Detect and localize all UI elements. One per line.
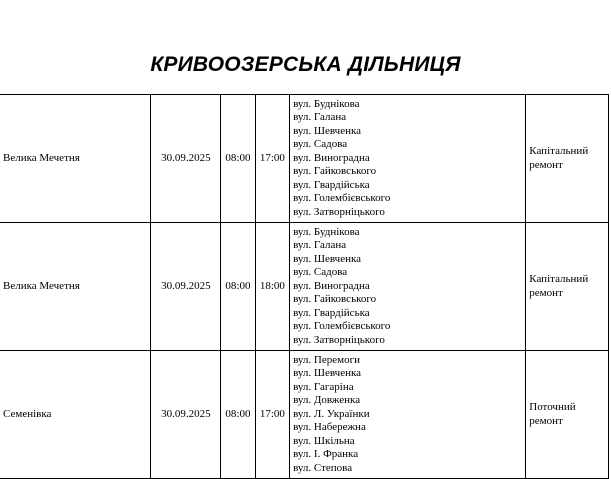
work-type-cell: Капітальний ремонт (526, 95, 609, 223)
work-type-cell: Поточний ремонт (526, 351, 609, 479)
street-item: вул. Затворніцького (293, 333, 385, 346)
street-item: вул. Перемоги (293, 353, 360, 366)
end-time-cell: 17:00 (255, 351, 289, 479)
street-item: вул. Шкільна (293, 434, 355, 447)
start-time-cell: 08:00 (221, 95, 255, 223)
date-cell: 30.09.2025 (151, 95, 221, 223)
date-cell: 30.09.2025 (151, 351, 221, 479)
street-item: вул. Буднікова (293, 97, 360, 110)
street-item: вул. Садова (293, 266, 348, 279)
start-time-cell: 08:00 (221, 351, 255, 479)
street-item: вул. Л. Українки (293, 407, 370, 420)
page-title: КРИВООЗЕРСЬКА ДІЛЬНИЦЯ (150, 53, 461, 76)
streets-cell (290, 95, 526, 223)
street-item: вул. Гвардійська (293, 306, 370, 319)
street-item: вул. Степова (293, 461, 353, 474)
street-item: вул. Гвардійська (293, 178, 370, 191)
village-cell: Велика Мечетня (0, 223, 151, 351)
streets-cell (290, 223, 526, 351)
table-row (0, 223, 609, 351)
street-item: вул. І. Франка (293, 448, 359, 461)
street-item: вул. Шевченка (293, 124, 362, 137)
street-item: вул. Гагаріна (293, 380, 354, 393)
street-item: вул. Галана (293, 111, 347, 124)
street-item: вул. Гайковського (293, 293, 377, 306)
street-item: вул. Виноградна (293, 151, 370, 164)
date-cell: 30.09.2025 (151, 223, 221, 351)
village-cell: Велика Мечетня (0, 95, 151, 223)
table-row (0, 95, 609, 223)
street-item: вул. Голембієвського (293, 320, 391, 333)
start-time-cell: 08:00 (221, 223, 255, 351)
village-cell: Семенівка (0, 351, 151, 479)
end-time-cell: 18:00 (255, 223, 289, 351)
street-item: вул. Гайковського (293, 165, 377, 178)
street-list (293, 354, 525, 476)
street-item: вул. Шевченка (293, 367, 362, 380)
street-item: вул. Затворніцького (293, 205, 385, 218)
street-item: вул. Садова (293, 138, 348, 151)
outage-schedule-table (0, 94, 609, 479)
table-row (0, 351, 609, 479)
end-time-cell: 17:00 (255, 95, 289, 223)
street-item: вул. Набережна (293, 421, 366, 434)
street-item: вул. Голембієвського (293, 192, 391, 205)
street-item: вул. Довженка (293, 394, 361, 407)
street-item: вул. Виноградна (293, 279, 370, 292)
street-item: вул. Буднікова (293, 225, 360, 238)
schedule-body (0, 95, 609, 479)
work-type-cell: Капітальний ремонт (526, 223, 609, 351)
street-list (293, 98, 525, 220)
street-item: вул. Галана (293, 239, 347, 252)
streets-cell (290, 351, 526, 479)
street-list (293, 226, 525, 348)
street-item: вул. Шевченка (293, 252, 362, 265)
